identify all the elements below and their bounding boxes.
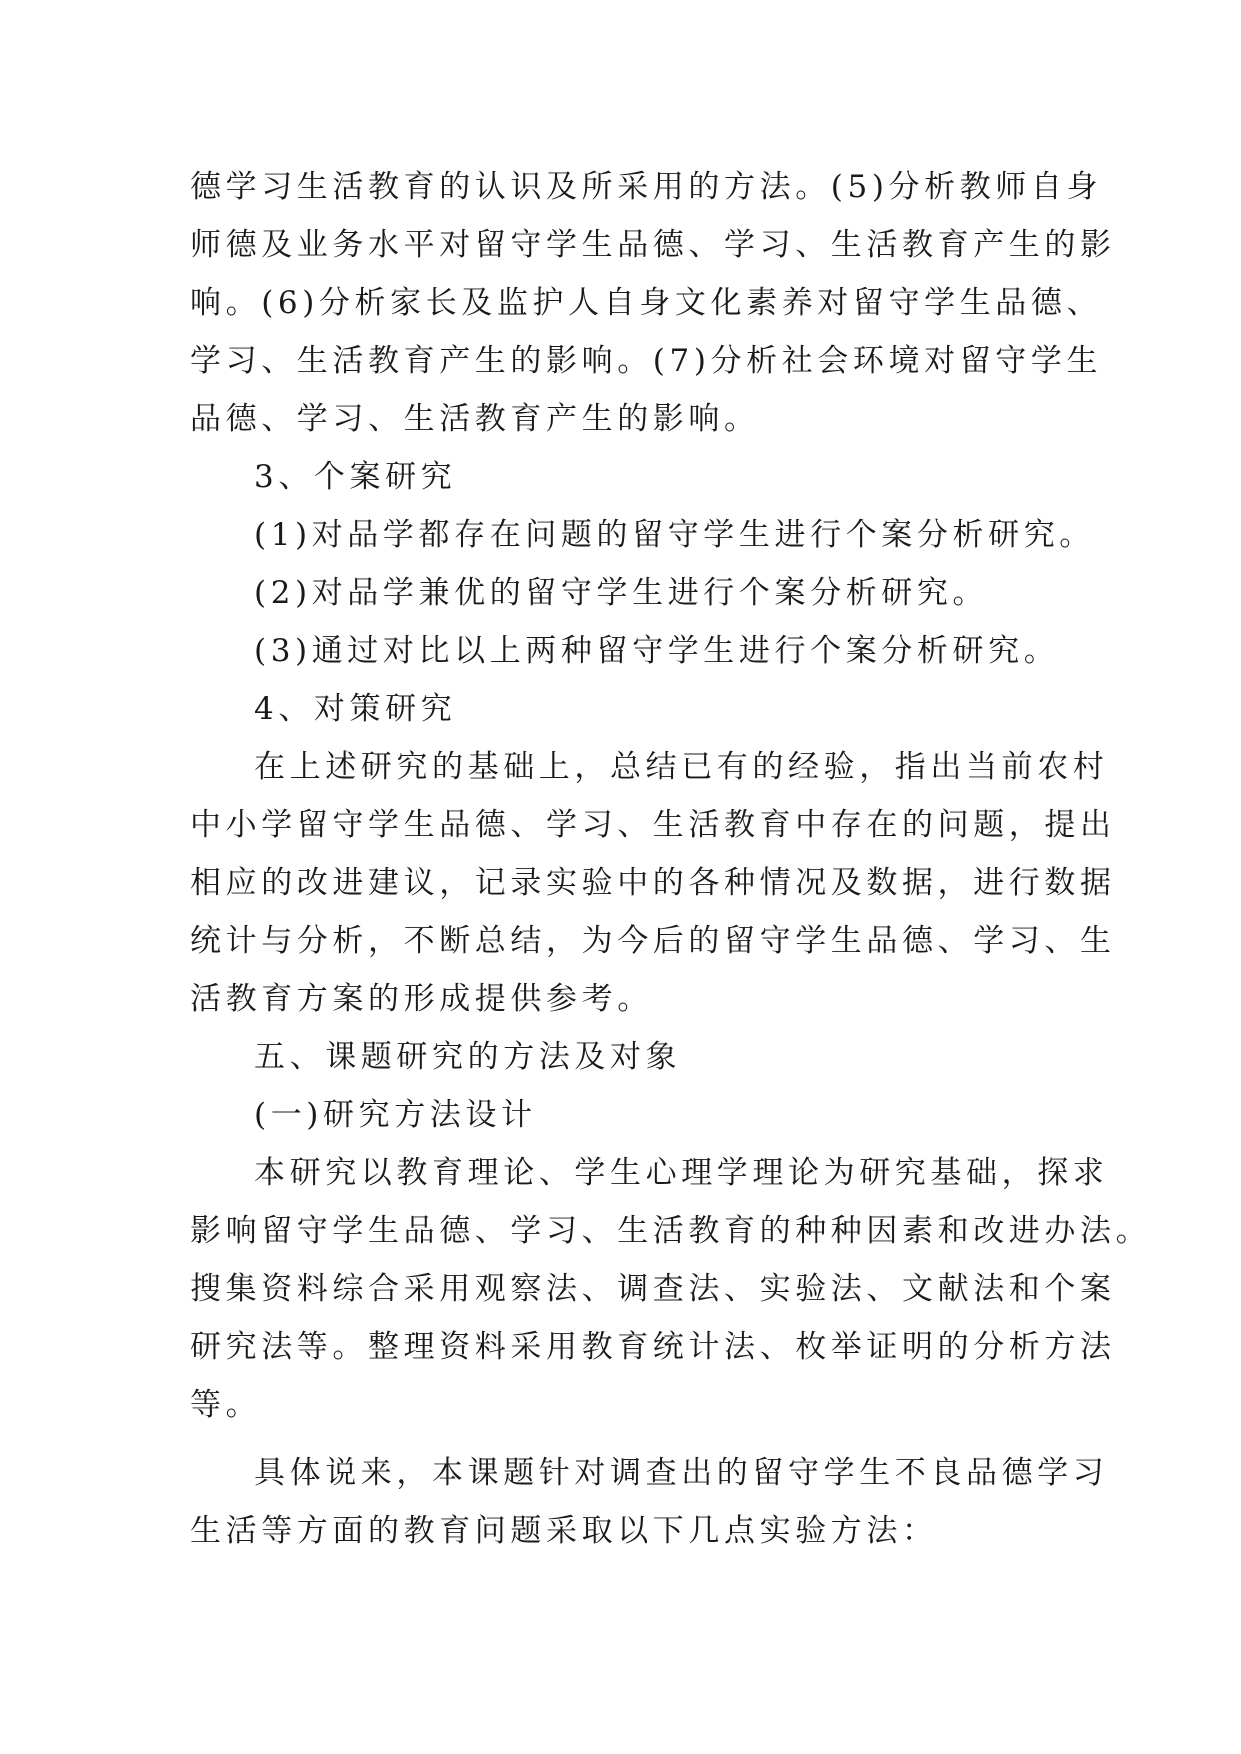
text-line: 具体说来，本课题针对调查出的留守学生不良品德学习 — [254, 1455, 1109, 1491]
text-line: 研究法等。整理资料采用教育统计法、枚举证明的分析方法 — [190, 1329, 1116, 1365]
list-item: (2)对品学兼优的留守学生进行个案分析研究。 — [254, 575, 989, 611]
text-line: 搜集资料综合采用观察法、调查法、实验法、文献法和个案 — [190, 1271, 1116, 1307]
section-heading: 4、对策研究 — [254, 691, 457, 727]
text-line: 学习、生活教育产生的影响。(7)分析社会环境对留守学生 — [190, 343, 1103, 379]
list-item: (1)对品学都存在问题的留守学生进行个案分析研究。 — [254, 517, 1095, 553]
text-line: 生活等方面的教育问题采取以下几点实验方法： — [190, 1513, 938, 1549]
section-heading: 3、个案研究 — [254, 459, 457, 495]
text-line: 活教育方案的形成提供参考。 — [190, 981, 653, 1017]
list-item: (3)通过对比以上两种留守学生进行个案分析研究。 — [254, 633, 1060, 669]
document-body — [190, 158, 1152, 1560]
text-line: 本研究以教育理论、学生心理学理论为研究基础，探求 — [254, 1155, 1109, 1191]
text-line: 德学习生活教育的认识及所采用的方法。(5)分析教师自身 — [190, 169, 1103, 205]
text-line: 中小学留守学生品德、学习、生活教育中存在的问题，提出 — [190, 807, 1116, 843]
text-line: 品德、学习、生活教育产生的影响。 — [190, 401, 760, 437]
section-heading: 五、课题研究的方法及对象 — [254, 1039, 682, 1075]
subsection-heading: (一)研究方法设计 — [254, 1097, 537, 1133]
text-line: 相应的改进建议，记录实验中的各种情况及数据，进行数据 — [190, 865, 1116, 901]
text-line: 师德及业务水平对留守学生品德、学习、生活教育产生的影 — [190, 227, 1116, 263]
text-line: 影响留守学生品德、学习、生活教育的种种因素和改进办法。 — [190, 1213, 1152, 1249]
text-line: 等。 — [190, 1387, 262, 1423]
text-line: 在上述研究的基础上，总结已有的经验，指出当前农村 — [254, 749, 1109, 785]
text-line: 响。(6)分析家长及监护人自身文化素养对留守学生品德、 — [190, 285, 1103, 321]
text-line: 统计与分析，不断总结，为今后的留守学生品德、学习、生 — [190, 923, 1116, 959]
